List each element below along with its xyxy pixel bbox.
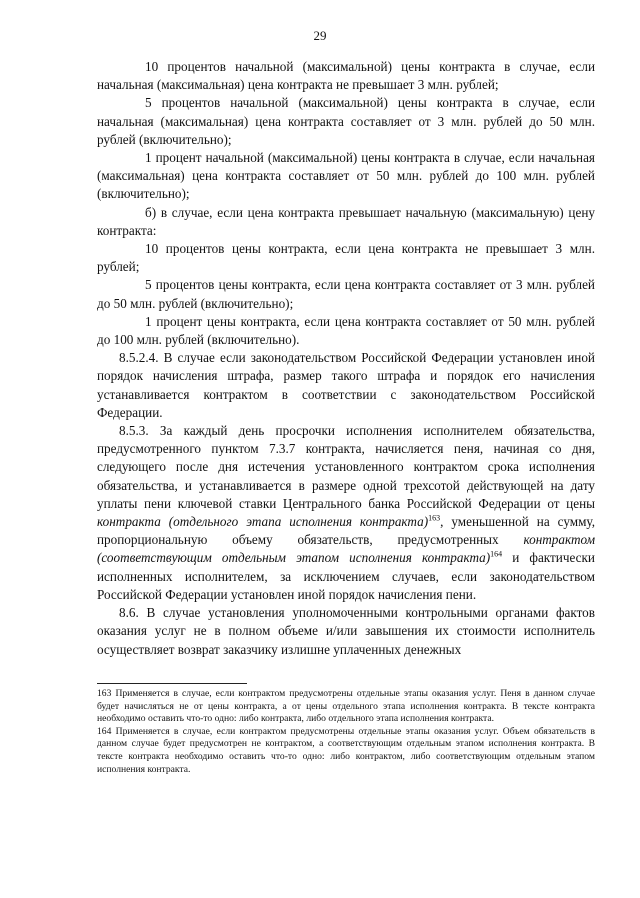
paragraph-5-percent-nmck: 5 процентов начальной (максимальной) цены контракта в случае, если начальная (максимальная) цена контракта составляет от 3 млн. рублей до 50 млн. рублей (включительно); [97, 95, 595, 147]
paragraph-8-5-2-4: 8.5.2.4. В случае если законодательством Российской Федерации установлен иной порядок начисления штрафа, размер такого штрафа и порядок его начисления устанавливается контрактом в соответствии с законодательством Российской Федерации. [97, 350, 595, 420]
document-body [97, 58, 595, 659]
paragraph-8-5-3 [97, 422, 595, 604]
paragraph-8-5-3-italic-1: контракта (отдельного этапа исполнения контракта) [97, 514, 429, 530]
paragraph-8-5-3-text-1: 8.5.3. За каждый день просрочки исполнения исполнителем обязательства, предусмотренного пунктом 7.3.7 контракта, начисляется пеня, начиная со дня, следующего после дня истечения установленного контрактом срока исполнения обязательства, и устанавливается в размере одной трехсотой действующей на дату уплаты пени ключевой ставки Центрального банка Российской Федерации от цены [97, 423, 595, 511]
footnote-separator [97, 683, 247, 684]
footnote-ref-163[interactable]: 163 [428, 513, 441, 523]
paragraph-8-6: 8.6. В случае установления уполномоченными контрольными органами фактов оказания услуг не в полном объеме и/или завышения их стоимости исполнитель осуществляет возврат заказчику излишне уплаченных денежных [97, 605, 595, 657]
footnote-164: 164 Применяется в случае, если контрактом предусмотрены отдельные этапы оказания услуг. Объем обязательств в данном случае будет предусмотрен не контрактом, а соответствующим отдельным этапом исполнения контракта. В тексте контракта необходимо оставить что-то одно: либо контрактом, либо соответствующим отдельным этапом исполнения контракта. [97, 725, 595, 775]
paragraph-10-percent-price: 10 процентов цены контракта, если цена контракта не превышает 3 млн. рублей; [97, 241, 595, 275]
paragraph-5-percent-price: 5 процентов цены контракта, если цена контракта составляет от 3 млн. рублей до 50 млн. рублей (включительно); [97, 277, 595, 311]
footnote-ref-164[interactable]: 164 [490, 550, 503, 560]
footnotes [97, 688, 595, 776]
paragraph-item-b: б) в случае, если цена контракта превышает начальную (максимальную) цену контракта: [97, 204, 595, 238]
footnote-163: 163 Применяется в случае, если контрактом предусмотрены отдельные этапы оказания услуг. Пеня в данном случае будет начисляться не от цены контракта, а от цены отдельного этапа исполнения контракта. В тексте контракта необходимо оставить что-то одно: либо контракта, либо отдельного этапа исполнения контракта. [97, 688, 595, 725]
paragraph-8-5-3-text-2: , уменьшенной на сумму, пропорциональную объему обязательств, предусмотренных [97, 514, 596, 548]
paragraph-8-5-3-text-3: и фактически исполненных исполнителем, за исключением случаев, если законодательством Российской Федерации установлен иной порядок начисления пени. [97, 550, 595, 602]
paragraph-8-5-3-italic-2: контрактом (соответствующим отдельным этапом исполнения контракта) [97, 532, 595, 566]
paragraph-1-percent-nmck: 1 процент начальной (максимальной) цены контракта в случае, если начальная (максимальная) цена контракта составляет от 50 млн. рублей до 100 млн. рублей (включительно); [97, 150, 595, 202]
paragraph-10-percent-nmck: 10 процентов начальной (максимальной) цены контракта в случае, если начальная (максимальная) цена контракта не превышает 3 млн. рублей; [97, 59, 595, 93]
page-number: 29 [313, 28, 327, 43]
paragraph-1-percent-price: 1 процент цены контракта, если цена контракта составляет от 50 млн. рублей до 100 млн. рублей (включительно). [97, 313, 595, 348]
